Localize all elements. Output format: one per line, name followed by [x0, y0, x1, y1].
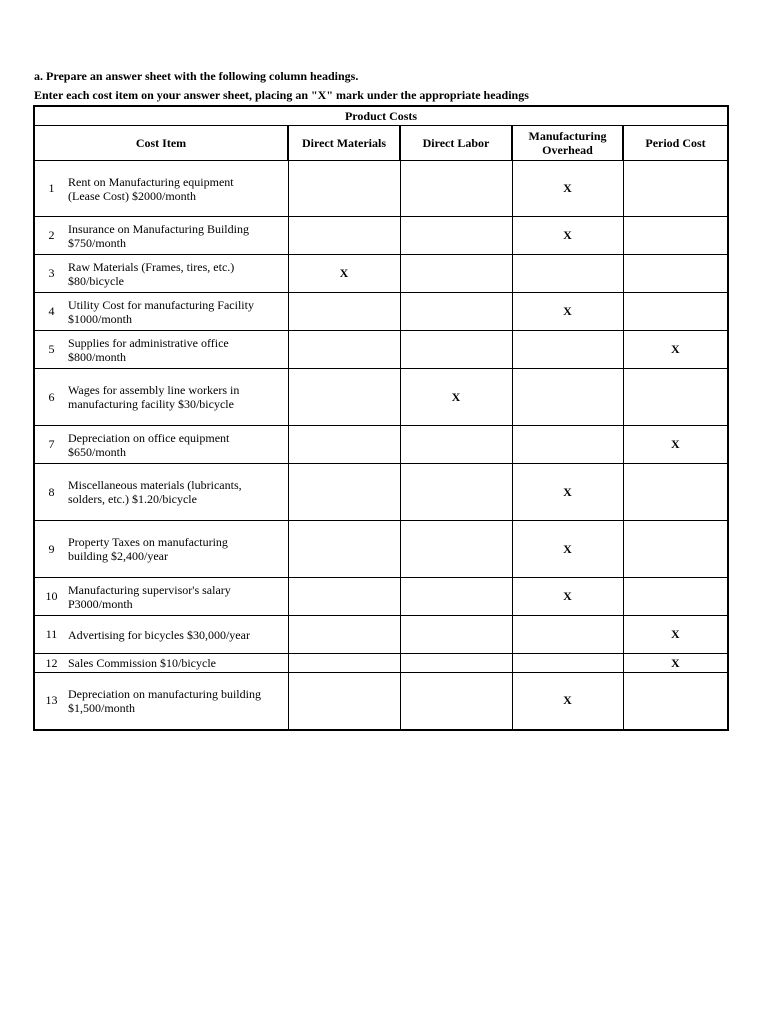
cost-item-description [68, 535, 288, 563]
cost-item-header: Cost Item [34, 126, 288, 161]
direct-materials-cell [288, 616, 400, 654]
cost-item-wrap [35, 175, 288, 203]
direct-labor-cell [400, 578, 512, 616]
cost-item-number: 5 [48, 342, 55, 356]
cost-item-description-line-2: P3000/month [68, 596, 133, 611]
period-cost-cell [623, 369, 728, 426]
manufacturing-overhead-cell [512, 369, 623, 426]
cost-item-number: 8 [48, 484, 55, 499]
answer-sheet-table [33, 105, 729, 731]
manufacturing-overhead-header [512, 126, 623, 161]
table-row [34, 217, 728, 255]
product-costs-header: Product Costs [34, 106, 728, 126]
cost-item-description-line-2: $800/month [68, 349, 127, 364]
cost-item-wrap [35, 222, 288, 250]
table-row [34, 331, 728, 369]
cost-item-description [68, 431, 288, 459]
period-cost-cell [623, 578, 728, 616]
period-cost-cell [623, 217, 728, 255]
table-row [34, 521, 728, 578]
cost-item-description [68, 298, 288, 326]
period-cost-cell: X [623, 426, 728, 464]
cost-item-description [68, 656, 288, 670]
period-cost-cell [623, 464, 728, 521]
direct-materials-header: Direct Materials [288, 126, 400, 161]
cost-item-description [68, 478, 288, 506]
table-row [34, 293, 728, 331]
direct-labor-header: Direct Labor [400, 126, 512, 161]
instruction-line-1: a. Prepare an answer sheet with the following column headings. [34, 69, 359, 83]
direct-labor-cell [400, 255, 512, 293]
cost-item-cell [34, 654, 288, 673]
manufacturing-overhead-cell: X [512, 464, 623, 521]
direct-materials-cell [288, 578, 400, 616]
cost-item-number: 13 [45, 693, 58, 708]
cost-item-description [68, 175, 288, 203]
cost-item-description-line-1: Rent on Manufacturing equipment [68, 174, 234, 189]
manufacturing-overhead-cell: X [512, 161, 623, 217]
direct-labor-cell [400, 654, 512, 673]
manufacturing-overhead-cell: X [512, 521, 623, 578]
cost-item-description [68, 628, 288, 642]
manufacturing-overhead-cell: X [512, 293, 623, 331]
direct-materials-cell [288, 217, 400, 255]
direct-labor-cell [400, 616, 512, 654]
direct-materials-cell [288, 654, 400, 673]
group-header-row [34, 106, 728, 126]
cost-item-number: 6 [48, 389, 55, 404]
cost-item-description-line-1: Miscellaneous materials (lubricants, [68, 478, 242, 492]
table-row [34, 654, 728, 673]
cost-item-cell [34, 616, 288, 654]
cost-item-wrap [35, 431, 288, 459]
cost-item-description-line-2: building $2,400/year [68, 549, 168, 563]
manufacturing-overhead-cell: X [512, 673, 623, 730]
cost-item-cell [34, 331, 288, 369]
cost-item-description-line-2: $750/month [68, 235, 127, 250]
manufacturing-overhead-header-line-1: Manufacturing [528, 129, 607, 143]
cost-item-description-line-1: Property Taxes on manufacturing [68, 535, 228, 549]
cost-item-description-line-1: Raw Materials (Frames, tires, etc.) [68, 259, 235, 274]
cost-item-description-line-1: Supplies for administrative office [68, 335, 229, 350]
cost-item-wrap [35, 336, 288, 364]
cost-item-description-line-1: Advertising for bicycles $30,000/year [68, 627, 250, 642]
period-cost-cell: X [623, 331, 728, 369]
period-cost-cell [623, 673, 728, 730]
cost-item-number: 1 [48, 181, 55, 195]
cost-item-cell [34, 521, 288, 578]
cost-item-description-line-2: (Lease Cost) $2000/month [68, 188, 196, 203]
period-cost-header: Period Cost [623, 126, 728, 161]
table-row [34, 369, 728, 426]
cost-item-cell [34, 255, 288, 293]
cost-item-wrap [35, 535, 288, 563]
cost-item-cell [34, 426, 288, 464]
cost-item-description-line-1: Wages for assembly line workers in [68, 383, 240, 397]
cost-item-description-line-1: Insurance on Manufacturing Building [68, 221, 249, 236]
manufacturing-overhead-cell: X [512, 217, 623, 255]
direct-materials-cell [288, 673, 400, 730]
table-row [34, 673, 728, 730]
direct-materials-cell: X [288, 255, 400, 293]
cost-item-description-line-1: Utility Cost for manufacturing Facility [68, 297, 254, 312]
manufacturing-overhead-header-line-2: Overhead [542, 143, 593, 157]
cost-item-number: 3 [48, 266, 55, 280]
cost-item-description-line-1: Depreciation on office equipment [68, 430, 230, 445]
cost-item-cell [34, 464, 288, 521]
cost-item-description-line-2: $1000/month [68, 311, 133, 326]
period-cost-cell [623, 255, 728, 293]
cost-item-wrap [35, 656, 288, 671]
period-cost-cell [623, 293, 728, 331]
instructions [34, 67, 529, 105]
cost-item-wrap [35, 478, 288, 506]
period-cost-cell [623, 521, 728, 578]
manufacturing-overhead-cell [512, 331, 623, 369]
cost-item-cell [34, 217, 288, 255]
manufacturing-overhead-cell: X [512, 578, 623, 616]
cost-item-number: 11 [45, 627, 58, 641]
cost-item-cell [34, 161, 288, 217]
cost-item-description-line-1: Sales Commission $10/bicycle [68, 656, 216, 670]
direct-materials-cell [288, 426, 400, 464]
manufacturing-overhead-cell [512, 616, 623, 654]
direct-labor-cell: X [400, 369, 512, 426]
direct-materials-cell [288, 464, 400, 521]
direct-labor-cell [400, 464, 512, 521]
cost-item-description-line-1: Depreciation on manufacturing building [68, 686, 261, 701]
direct-materials-cell [288, 161, 400, 217]
cost-item-number: 2 [48, 228, 55, 242]
direct-materials-cell [288, 521, 400, 578]
cost-item-cell [34, 578, 288, 616]
cost-item-description [68, 583, 288, 611]
table-row [34, 255, 728, 293]
direct-labor-cell [400, 161, 512, 217]
manufacturing-overhead-cell [512, 426, 623, 464]
cost-item-description-line-2: solders, etc.) $1.20/bicycle [68, 492, 197, 506]
cost-item-cell [34, 293, 288, 331]
cost-item-description [68, 383, 288, 411]
cost-item-description [68, 222, 288, 250]
cost-item-description-line-1: Manufacturing supervisor's salary [68, 582, 231, 597]
cost-item-wrap [35, 298, 288, 326]
direct-labor-cell [400, 673, 512, 730]
cost-item-number: 12 [45, 655, 58, 670]
cost-item-description [68, 260, 288, 288]
period-cost-cell: X [623, 616, 728, 654]
cost-item-wrap [35, 260, 288, 288]
cost-item-description [68, 687, 288, 715]
cost-item-cell [34, 673, 288, 730]
direct-materials-cell [288, 369, 400, 426]
direct-labor-cell [400, 331, 512, 369]
cost-item-description-line-2: manufacturing facility $30/bicycle [68, 397, 234, 411]
cost-item-number: 10 [45, 589, 58, 603]
direct-materials-cell [288, 293, 400, 331]
cost-item-description-line-2: $1,500/month [68, 700, 136, 715]
table-row [34, 426, 728, 464]
cost-item-number: 9 [48, 541, 55, 556]
cost-item-rows [34, 161, 728, 730]
direct-labor-cell [400, 426, 512, 464]
cost-item-wrap [35, 583, 288, 611]
cost-item-description [68, 336, 288, 364]
cost-item-wrap [35, 627, 288, 642]
cost-item-description-line-2: $80/bicycle [68, 273, 124, 288]
direct-materials-cell [288, 331, 400, 369]
cost-item-description-line-2: $650/month [68, 444, 127, 459]
period-cost-cell: X [623, 654, 728, 673]
direct-labor-cell [400, 217, 512, 255]
manufacturing-overhead-cell [512, 255, 623, 293]
instruction-line-2: Enter each cost item on your answer sheet, placing an "X" mark under the appropriate headings [34, 88, 529, 102]
cost-item-number: 7 [48, 437, 55, 451]
manufacturing-overhead-cell [512, 654, 623, 673]
cost-item-wrap [35, 383, 288, 411]
cost-item-cell [34, 369, 288, 426]
table-row [34, 578, 728, 616]
period-cost-cell [623, 161, 728, 217]
table-row [34, 161, 728, 217]
cost-item-wrap [35, 687, 288, 715]
table-row [34, 464, 728, 521]
cost-item-number: 4 [48, 304, 55, 318]
table-row [34, 616, 728, 654]
direct-labor-cell [400, 293, 512, 331]
column-header-row [34, 126, 728, 161]
direct-labor-cell [400, 521, 512, 578]
